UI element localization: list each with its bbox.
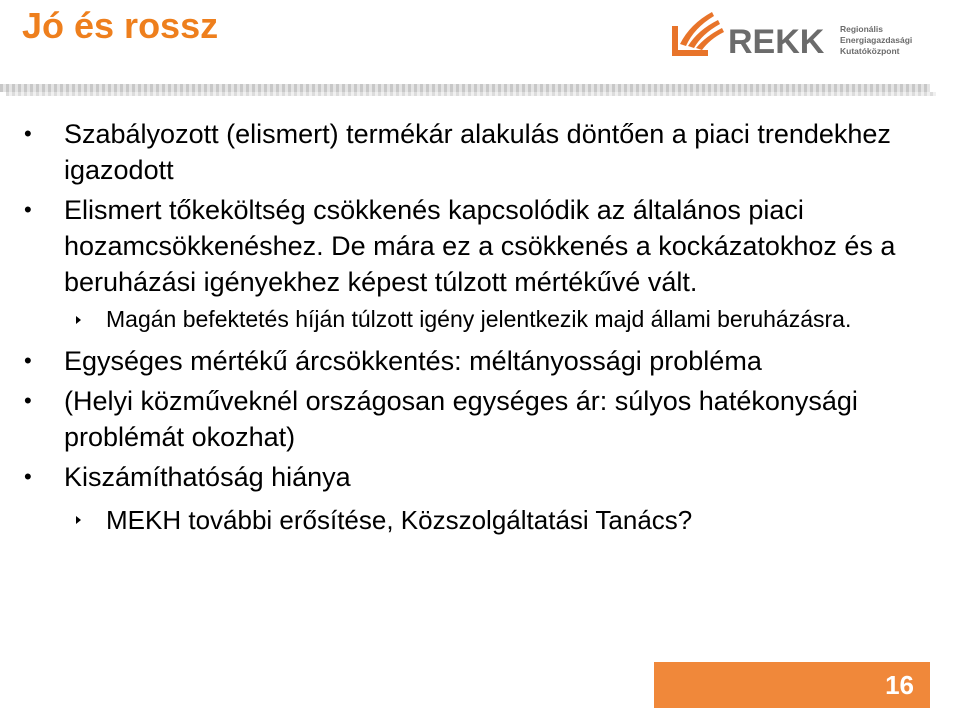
sub-list-item-text: MEKH további erősítése, Közszolgáltatási Tanács?	[106, 505, 693, 535]
list-item-text: Egységes mértékű árcsökkentés: méltányossági probléma	[64, 346, 762, 376]
list-item	[24, 459, 924, 495]
sub-list-item	[24, 503, 924, 537]
logo-line-3: Kutatóközpont	[840, 46, 900, 56]
list-item	[24, 116, 924, 188]
list-item-text: (Helyi közműveknél országosan egységes ár: súlyos hatékonysági problémát okozhat)	[64, 386, 858, 452]
list-item-text: Elismert tőkeköltség csökkenés kapcsolódik az általános piaci hozamcsökkenéshez. De mára ez a csökkenés a kockázatokhoz és a beruházási igényekhez képest túlzott mértékűvé vált.	[64, 195, 896, 297]
bullet-dot-icon: •	[24, 348, 32, 373]
bullet-list	[24, 116, 924, 537]
list-item-text: Szabályozott (elismert) termékár alakulás döntően a piaci trendekhez igazodott	[64, 119, 891, 185]
list-item	[24, 192, 924, 300]
sub-list-item-text: Magán befektetés híján túlzott igény jelentkezik majd állami beruházásra.	[106, 306, 852, 332]
logo-line-2: Energiagazdasági	[840, 35, 913, 45]
header-rule	[0, 84, 930, 92]
bullet-triangle-icon	[76, 316, 81, 324]
list-item	[24, 343, 924, 379]
logo-wordmark: REKK	[728, 23, 825, 61]
rekk-logo-icon	[668, 6, 940, 62]
slide-title: Jó és rossz	[22, 5, 219, 46]
list-item-text: Kiszámíthatóság hiánya	[64, 462, 351, 492]
sub-list-item	[24, 304, 924, 335]
bullet-dot-icon: •	[24, 388, 32, 413]
bullet-dot-icon: •	[24, 464, 32, 489]
page-number-box	[654, 662, 930, 708]
bullet-dot-icon: •	[24, 121, 32, 146]
rekk-logo	[668, 6, 940, 62]
logo-line-1: Regionális	[840, 24, 883, 34]
bullet-dot-icon: •	[24, 197, 32, 222]
bullet-triangle-icon	[76, 516, 81, 524]
list-item	[24, 383, 924, 455]
header-rule-shadow	[6, 92, 936, 96]
page-number: 16	[885, 670, 914, 700]
